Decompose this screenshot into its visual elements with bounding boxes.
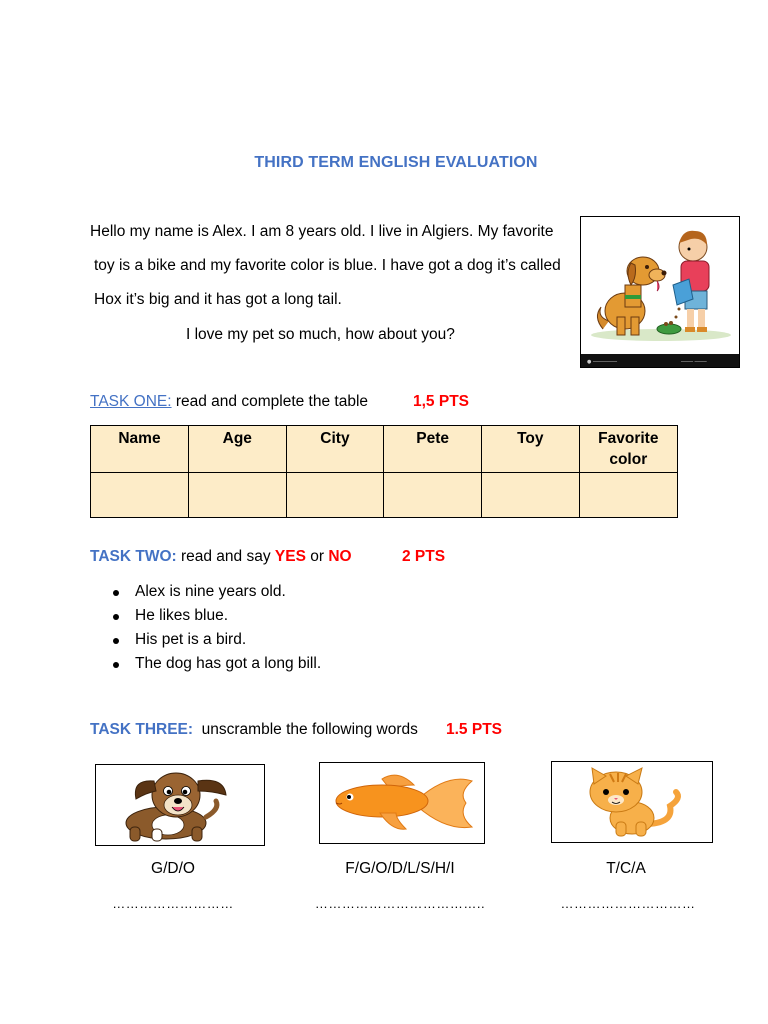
scrambled-word-cat: T/C/A	[606, 860, 646, 877]
no-word: NO	[328, 548, 352, 565]
cat-picture	[551, 761, 713, 843]
task-one-label: TASK ONE:	[90, 393, 172, 410]
column-header-pete: Pete	[384, 426, 482, 473]
passage-line-1: Hello my name is Alex. I am 8 years old. I live in Algiers. My favorite	[90, 223, 554, 240]
statement-list	[110, 580, 321, 676]
answer-cell-city[interactable]	[286, 473, 384, 518]
answer-cell-toy[interactable]	[482, 473, 580, 518]
answer-cell-age[interactable]	[188, 473, 286, 518]
task-two-points: 2 PTS	[402, 548, 446, 565]
answer-cell-pete[interactable]	[384, 473, 482, 518]
answer-cell-favorite-color[interactable]	[579, 473, 677, 518]
or-word: or	[305, 548, 329, 565]
task-two-heading	[90, 548, 352, 566]
task-one-points: 1,5 PTS	[413, 393, 469, 410]
boy-feeding-dog-picture	[580, 216, 740, 368]
answer-blank-cat[interactable]: …………………………	[560, 896, 696, 911]
answer-cell-name[interactable]	[91, 473, 189, 518]
student-info-table	[90, 425, 678, 518]
yes-word: YES	[274, 548, 306, 565]
column-header-city: City	[286, 426, 384, 473]
column-header-name: Name	[91, 426, 189, 473]
answer-blank-dog[interactable]: ………………………	[112, 896, 234, 911]
passage-line-2: toy is a bike and my favorite color is blue. I have got a dog it’s called	[94, 257, 561, 274]
svg-text:● ────────: ● ────────	[587, 359, 618, 365]
list-item: His pet is a bird.	[110, 628, 321, 652]
column-header-age: Age	[188, 426, 286, 473]
passage-line-3: Hox it’s big and it has got a long tail.	[94, 291, 342, 308]
scrambled-word-goldfish: F/G/O/D/L/S/H/I	[345, 860, 455, 877]
answer-blank-goldfish[interactable]: ………………………………..	[314, 896, 486, 911]
task-one-instruction: read and complete the table	[171, 393, 369, 410]
scrambled-word-dog: G/D/O	[151, 860, 195, 877]
table-header-row	[91, 426, 678, 473]
column-header-toy: Toy	[482, 426, 580, 473]
task-one-heading	[90, 393, 368, 411]
task-two-instruction: read and say	[176, 548, 275, 565]
table-row	[91, 473, 678, 518]
task-three-instruction: unscramble the following words	[193, 721, 418, 738]
task-two-label: TASK TWO:	[90, 548, 177, 565]
svg-text:──── ────: ──── ────	[681, 359, 707, 365]
passage-line-4: I love my pet so much, how about you?	[186, 326, 455, 343]
list-item: He likes blue.	[110, 604, 321, 628]
page-title: THIRD TERM ENGLISH EVALUATION	[254, 154, 538, 171]
list-item: The dog has got a long bill.	[110, 652, 321, 676]
task-three-label: TASK THREE:	[90, 721, 194, 738]
column-header-favorite-color: Favorite color	[579, 426, 677, 473]
list-item: Alex is nine years old.	[110, 580, 321, 604]
dog-picture	[95, 764, 265, 846]
task-three-points: 1.5 PTS	[446, 721, 502, 738]
task-three-heading	[90, 721, 418, 739]
goldfish-picture	[319, 762, 485, 844]
